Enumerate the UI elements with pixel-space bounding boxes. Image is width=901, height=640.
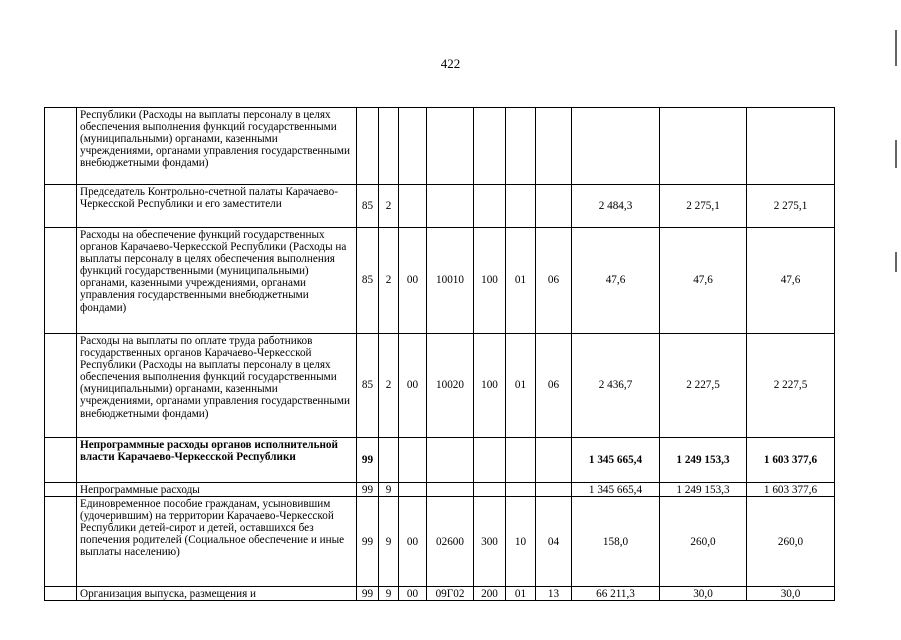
amount-cell: 30,0: [660, 587, 747, 601]
code-cell: 10: [506, 497, 536, 587]
blank-cell: [45, 334, 77, 438]
code-cell: 9: [379, 587, 399, 601]
table-row: [45, 185, 835, 228]
amount-cell: 2 436,7: [572, 334, 660, 438]
code-cell: 13: [536, 587, 572, 601]
code-cell: 85: [357, 228, 379, 334]
code-cell: 85: [357, 185, 379, 228]
amount-cell: 2 227,5: [660, 334, 747, 438]
code-cell: 01: [506, 587, 536, 601]
code-cell: 02600: [427, 497, 474, 587]
code-cell: 00: [399, 228, 427, 334]
code-cell: [536, 108, 572, 185]
amount-cell: 158,0: [572, 497, 660, 587]
code-cell: 9: [379, 483, 399, 497]
code-cell: [399, 483, 427, 497]
code-cell: [506, 185, 536, 228]
code-cell: 100: [474, 334, 506, 438]
code-cell: [427, 483, 474, 497]
budget-table: [44, 107, 835, 601]
amount-cell: 260,0: [660, 497, 747, 587]
code-cell: [427, 108, 474, 185]
amount-cell: 1 345 665,4: [572, 483, 660, 497]
blank-cell: [45, 185, 77, 228]
code-cell: [506, 483, 536, 497]
code-cell: 01: [506, 228, 536, 334]
amount-cell: 1 345 665,4: [572, 438, 660, 483]
amount-cell: 1 603 377,6: [747, 438, 835, 483]
blank-cell: [45, 483, 77, 497]
table-row: [45, 438, 835, 483]
expense-name: Единовременное пособие гражданам, усыновившим (удочерившим) на территории Карачаево-Черкесской Республики детей-сирот и детей, оставшихся без попечения родителей (Социальное обеспечение и иные выплаты населению): [77, 497, 357, 587]
amount-cell: 1 249 153,3: [660, 438, 747, 483]
amount-cell: 30,0: [747, 587, 835, 601]
code-cell: 2: [379, 334, 399, 438]
blank-cell: [45, 497, 77, 587]
amount-cell: 260,0: [747, 497, 835, 587]
code-cell: 9: [379, 497, 399, 587]
scan-edge-mark: [895, 140, 897, 168]
code-cell: 99: [357, 587, 379, 601]
code-cell: 06: [536, 334, 572, 438]
code-cell: [474, 438, 506, 483]
table-row: [45, 228, 835, 334]
code-cell: 00: [399, 334, 427, 438]
blank-cell: [45, 228, 77, 334]
expense-name: Расходы на обеспечение функций государственных органов Карачаево-Черкесской Республики (Расходы на выплаты персоналу в целях обеспечения выполнения функций государственными (муниципальными) органами, казенными учреждениями, органами управления государственными внебюджетными фондами): [77, 228, 357, 334]
amount-cell: 2 227,5: [747, 334, 835, 438]
code-cell: [536, 438, 572, 483]
code-cell: [474, 483, 506, 497]
code-cell: [379, 438, 399, 483]
amount-cell: 1 249 153,3: [660, 483, 747, 497]
table-row: [45, 497, 835, 587]
amount-cell: 2 275,1: [747, 185, 835, 228]
table-row: [45, 483, 835, 497]
code-cell: [536, 185, 572, 228]
blank-cell: [45, 108, 77, 185]
scan-edge-mark: [895, 252, 897, 272]
table-row: [45, 108, 835, 185]
blank-cell: [45, 587, 77, 601]
table-row: [45, 587, 835, 601]
code-cell: 99: [357, 438, 379, 483]
expense-name: Председатель Контрольно-счетной палаты Карачаево-Черкесской Республики и его заместители: [77, 185, 357, 228]
amount-cell: [572, 108, 660, 185]
expense-name: Непрограммные расходы: [77, 483, 357, 497]
code-cell: 09Г02: [427, 587, 474, 601]
amount-cell: 2 484,3: [572, 185, 660, 228]
code-cell: 00: [399, 587, 427, 601]
table-row: [45, 334, 835, 438]
amount-cell: [747, 108, 835, 185]
amount-cell: 47,6: [572, 228, 660, 334]
code-cell: [427, 185, 474, 228]
amount-cell: 47,6: [660, 228, 747, 334]
blank-cell: [45, 438, 77, 483]
code-cell: 300: [474, 497, 506, 587]
code-cell: 04: [536, 497, 572, 587]
code-cell: [474, 108, 506, 185]
code-cell: [427, 438, 474, 483]
expense-name: Республики (Расходы на выплаты персоналу в целях обеспечения выполнения функций государственными (муниципальными) органами, казенными учреждениями, органами управления государственными внебюджетными фондами): [77, 108, 357, 185]
code-cell: 99: [357, 497, 379, 587]
code-cell: 2: [379, 228, 399, 334]
amount-cell: 2 275,1: [660, 185, 747, 228]
page-number: 422: [440, 56, 461, 71]
code-cell: [506, 438, 536, 483]
code-cell: 00: [399, 497, 427, 587]
amount-cell: 66 211,3: [572, 587, 660, 601]
code-cell: [474, 185, 506, 228]
code-cell: 99: [357, 483, 379, 497]
code-cell: 10010: [427, 228, 474, 334]
code-cell: 2: [379, 185, 399, 228]
code-cell: [399, 185, 427, 228]
expense-name: Организация выпуска, размещения и: [77, 587, 357, 601]
code-cell: [357, 108, 379, 185]
code-cell: 01: [506, 334, 536, 438]
expense-name: Расходы на выплаты по оплате труда работников государственных органов Карачаево-Черкесской Республики (Расходы на выплаты персоналу в целях обеспечения выполнения функций государственными (муниципальными) органами, казенными учреждениями, органами управления государственными внебюджетными фондами): [77, 334, 357, 438]
scan-edge-mark: [895, 30, 897, 66]
amount-cell: 1 603 377,6: [747, 483, 835, 497]
expense-name: Непрограммные расходы органов исполнительной власти Карачаево-Черкесской Республики: [77, 438, 357, 483]
code-cell: [536, 483, 572, 497]
amount-cell: 47,6: [747, 228, 835, 334]
code-cell: 200: [474, 587, 506, 601]
code-cell: 85: [357, 334, 379, 438]
code-cell: [399, 108, 427, 185]
code-cell: [379, 108, 399, 185]
code-cell: [506, 108, 536, 185]
code-cell: 10020: [427, 334, 474, 438]
code-cell: 100: [474, 228, 506, 334]
code-cell: [399, 438, 427, 483]
amount-cell: [660, 108, 747, 185]
code-cell: 06: [536, 228, 572, 334]
